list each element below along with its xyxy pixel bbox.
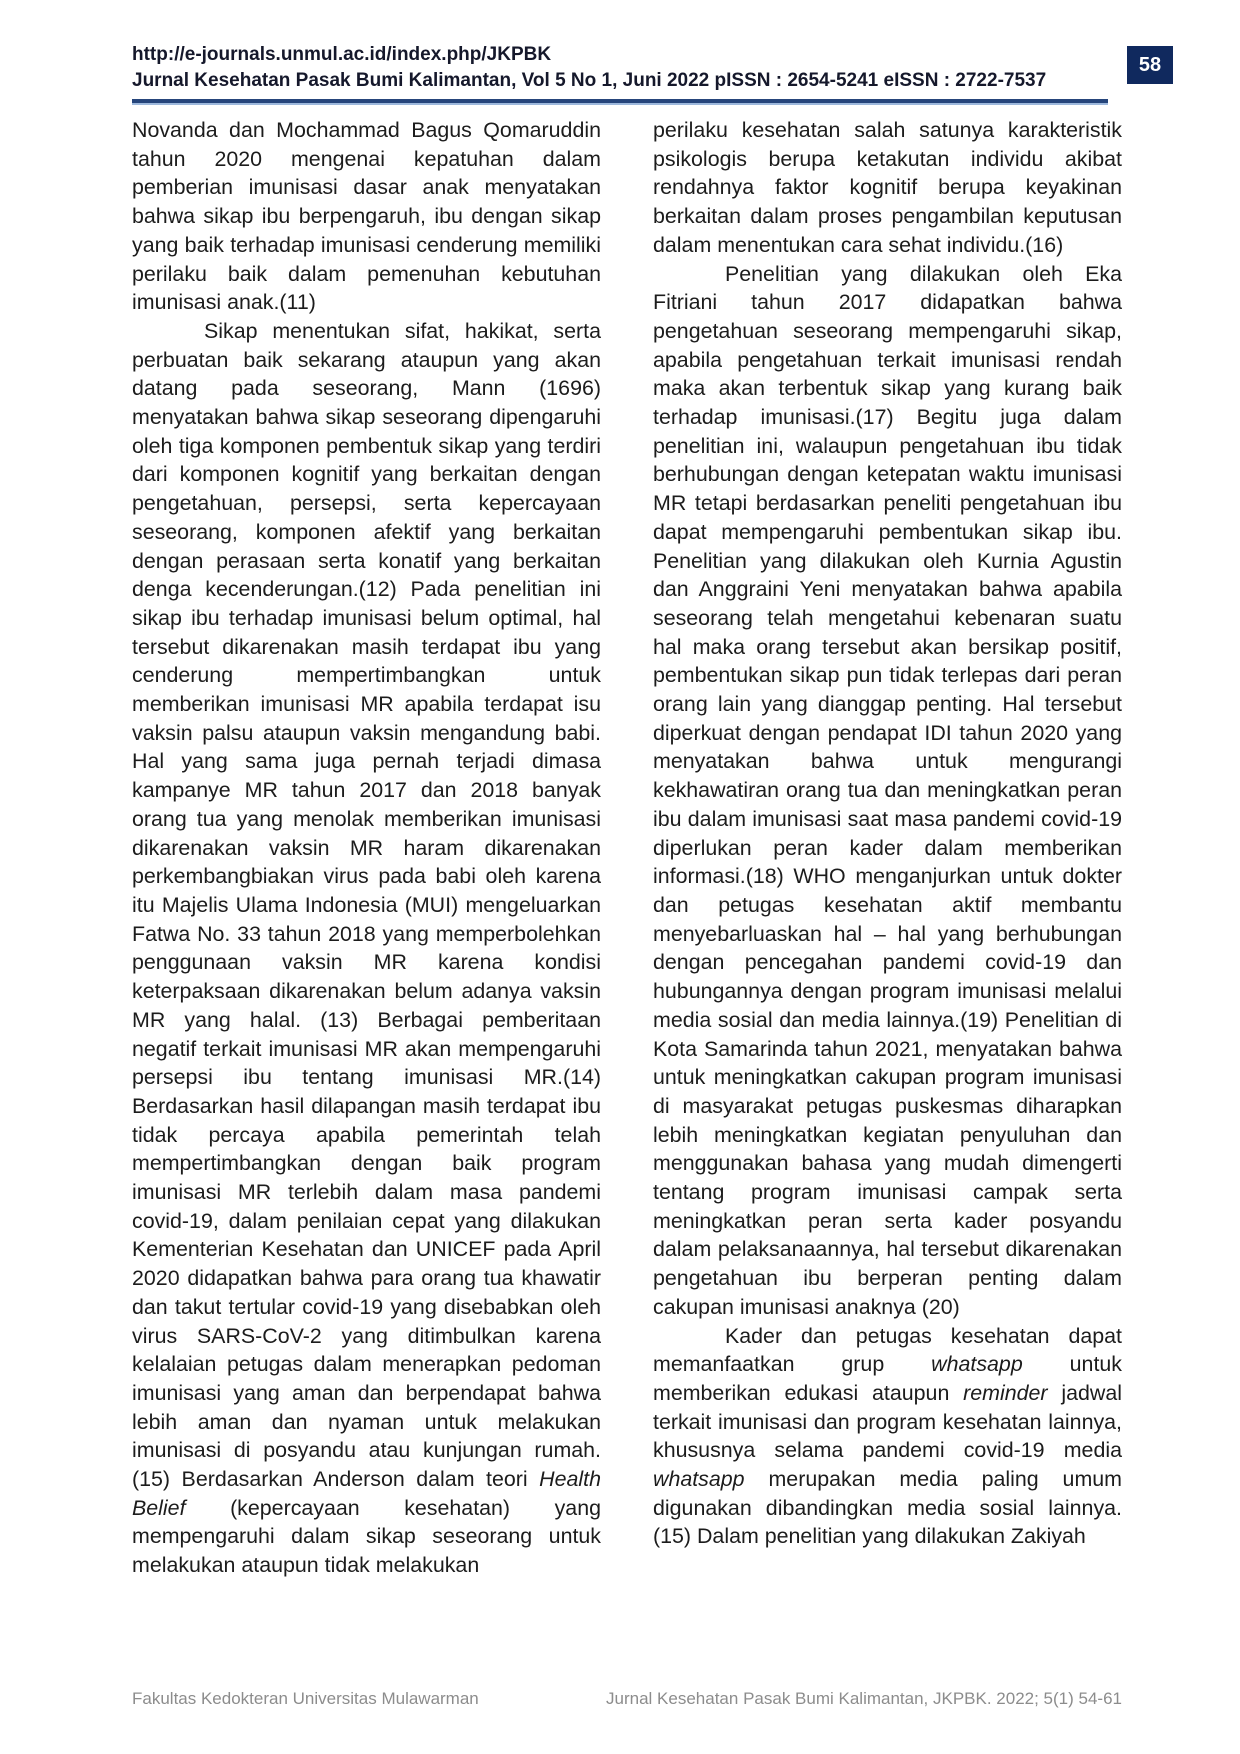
footer-citation: Jurnal Kesehatan Pasak Bumi Kalimantan, JKPBK. 2022; 5(1) 54-61 <box>606 1689 1122 1708</box>
text-run: Penelitian yang dilakukan oleh Eka Fitriani tahun 2017 didapatkan bahwa pengetahuan seseorang mempengaruhi sikap, apabila pengetahuan terkait imunisasi rendah maka akan terbentuk sikap yang kurang baik terhadap imunisasi.(17) Begitu juga dalam penelitian ini, walaupun pengetahuan ibu tidak berhubungan dengan ketepatan waktu imunisasi MR tetapi berdasarkan peneliti pengetahuan ibu dapat mempengaruhi pembentukan sikap ibu. Penelitian yang dilakukan oleh Kurnia Agustin dan Anggraini Yeni menyatakan bahwa apabila seseorang telah mengetahui kebenaran suatu hal maka orang tersebut akan bersikap positif, pembentukan sikap pun tidak terlepas dari peran orang lain yang dianggap penting. Hal tersebut diperkuat dengan pendapat IDI tahun 2020 yang menyatakan bahwa untuk mengurangi kekhawatiran orang tua dan meningkatkan peran ibu dalam imunisasi saat masa pandemi covid-19 diperlukan peran kader dalam memberikan informasi.(18) WHO menganjurkan untuk dokter dan petugas kesehatan aktif membantu menyebarluaskan hal – hal yang berhubungan dengan pencegahan pandemi covid-19 dan hubungannya dengan program imunisasi melalui media sosial dan media lainnya.(19) Penelitian di Kota Samarinda tahun 2021, menyatakan bahwa untuk meningkatkan cakupan program imunisasi di masyarakat petugas puskesmas diharapkan lebih meningkatkan kegiatan penyuluhan dan menggunakan bahasa yang mudah dimengerti tentang program imunisasi campak serta meningkatkan peran serta kader posyandu dalam pelaksanaannya, hal tersebut dikarenakan pengetahuan ibu berperan penting dalam cakupan imunisasi anaknya (20) <box>653 261 1122 1319</box>
right-column <box>653 116 1122 1580</box>
left-column <box>132 116 601 1580</box>
text-run: jadwal terkait imunisasi dan program kesehatan lainnya, khususnya selama pandemi covid-19 media <box>653 1380 1122 1463</box>
paragraph <box>653 1322 1122 1552</box>
article-body <box>132 116 1122 1580</box>
journal-citation-line: Jurnal Kesehatan Pasak Bumi Kalimantan, Vol 5 No 1, Juni 2022 pISSN : 2654-5241 eISSN : 2722-7537 <box>132 70 1047 91</box>
paragraph <box>132 116 601 317</box>
text-run: merupakan media paling umum digunakan dibandingkan media sosial lainnya.(15) Dalam penelitian yang dilakukan Zakiyah <box>653 1467 1122 1549</box>
text-run: (kepercayaan kesehatan) yang mempengaruhi dalam sikap seseorang untuk melakukan ataupun tidak melakukan <box>132 1495 601 1578</box>
page-header <box>132 42 1108 94</box>
page-footer <box>132 1688 1122 1710</box>
italic-text-run: whatsapp <box>653 1467 745 1492</box>
text-run: Sikap menentukan sifat, hakikat, serta perbuatan baik sekarang ataupun yang akan datang pada seseorang, Mann (1696) menyatakan bahwa sikap seseorang dipengaruhi oleh tiga komponen pembentuk sikap yang terdiri dari komponen kognitif yang berkaitan dengan pengetahuan, persepsi, serta kepercayaan seseorang, komponen afektif yang berkaitan dengan perasaan serta konatif yang berkaitan denga kecenderungan.(12) Pada penelitian ini sikap ibu terhadap imunisasi belum optimal, hal tersebut dikarenakan masih terdapat ibu yang cenderung mempertimbangkan untuk memberikan imunisasi MR apabila terdapat isu vaksin palsu ataupun vaksin mengandung babi. Hal yang sama juga pernah terjadi dimasa kampanye MR tahun 2017 dan 2018 banyak orang tua yang menolak memberikan imunisasi dikarenakan vaksin MR haram dikarenakan perkembangbiakan virus pada babi oleh karena itu Majelis Ulama Indonesia (MUI) mengeluarkan Fatwa No. 33 tahun 2018 yang memperbolehkan penggunaan vaksin MR karena kondisi keterpaksaan dikarenakan belum adanya vaksin MR yang halal. (13) Berbagai pemberitaan negatif terkait imunisasi MR akan mempengaruhi persepsi ibu tentang imunisasi MR.(14) Berdasarkan hasil dilapangan masih terdapat ibu tidak percaya apabila pemerintah telah mempertimbangkan dengan baik program imunisasi MR terlebih dalam masa pandemi covid-19, dalam penilaian cepat yang dilakukan Kementerian Kesehatan dan UNICEF pada April 2020 didapatkan bahwa para orang tua khawatir dan takut tertular covid-19 yang disebabkan oleh virus SARS-CoV-2 yang ditimbulkan karena kelalaian petugas dalam menerapkan pedoman imunisasi yang aman dan berpendapat bahwa lebih aman dan nyaman untuk melakukan imunisasi di posyandu atau kunjungan rumah. (15) Berdasarkan Anderson dalam teori <box>132 318 601 1492</box>
paragraph <box>653 260 1122 1322</box>
text-run: Kader dan petugas kesehatan dapat memanfaatkan grup <box>653 1323 1122 1377</box>
paragraph <box>653 116 1122 260</box>
journal-url: http://e-journals.unmul.ac.id/index.php/JKPBK <box>132 44 552 65</box>
header-rule <box>132 99 1108 103</box>
italic-text-run: Health Belief <box>132 1467 601 1520</box>
text-run: untuk memberikan edukasi ataupun <box>653 1352 1122 1405</box>
italic-text-run: whatsapp <box>931 1352 1023 1377</box>
footer-affiliation: Fakultas Kedokteran Universitas Mulawarman <box>132 1689 479 1708</box>
text-run: perilaku kesehatan salah satunya karakteristik psikologis berupa ketakutan individu akibat rendahnya faktor kognitif berupa keyakinan berkaitan dalam proses pengambilan keputusan dalam menentukan cara sehat individu.(16) <box>653 118 1122 257</box>
text-run: Novanda dan Mochammad Bagus Qomaruddin tahun 2020 mengenai kepatuhan dalam pemberian imunisasi dasar anak menyatakan bahwa sikap ibu berpengaruh, ibu dengan sikap yang baik terhadap imunisasi cenderung memiliki perilaku baik dalam pemenuhan kebutuhan imunisasi anak.(11) <box>132 118 601 315</box>
page-number-badge: 58 <box>1127 46 1173 84</box>
italic-text-run: reminder <box>963 1380 1048 1405</box>
paragraph <box>132 317 601 1580</box>
